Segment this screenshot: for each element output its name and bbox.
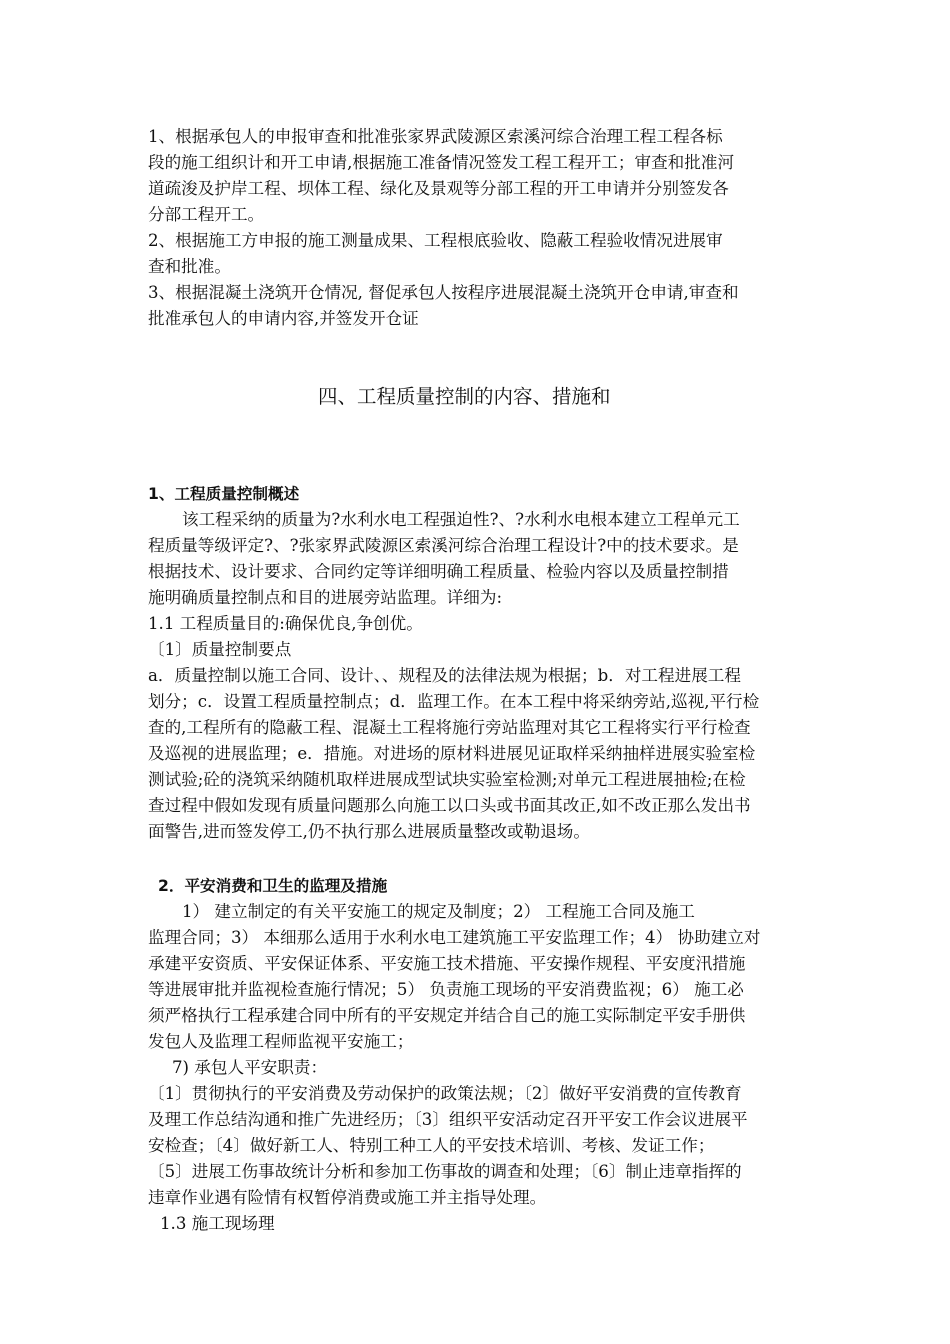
heading-safety: 2．平安消费和卫生的监理及措施 bbox=[158, 877, 388, 895]
text-line: 1.3 施工现场理 bbox=[160, 1214, 275, 1233]
text-line: 承建平安资质、平安保证体系、平安施工技术措施、平安操作规程、平安度汛措施 bbox=[148, 954, 746, 973]
text-line: 及理工作总结沟通和推广先进经历；〔3〕组织平安活动定召开平安工作会议进展平 bbox=[148, 1110, 748, 1129]
text-line: 施明确质量控制点和目的进展旁站监理。详细为: bbox=[148, 588, 503, 607]
text-line: 及巡视的进展监理；e．措施。对进场的原材料进展见证取样采纳抽样进展实验室检 bbox=[148, 744, 756, 763]
text-line: 查的,工程所有的隐蔽工程、混凝土工程将施行旁站监理对其它工程将实行平行检查 bbox=[148, 718, 751, 737]
text-line: 安检查；〔4〕做好新工人、特别工种工人的平安技术培训、考核、发证工作； bbox=[148, 1136, 715, 1155]
text-line: 批准承包人的申请内容,并签发开仓证 bbox=[148, 309, 419, 328]
heading-quality-overview: 1、工程质量控制概述 bbox=[148, 485, 300, 503]
text-line: 2、根据施工方申报的施工测量成果、工程根底验收、隐蔽工程验收情况进展审 bbox=[148, 231, 723, 250]
text-line: 划分；c．设置工程质量控制点；d．监理工作。在本工程中将采纳旁站,巡视,平行检 bbox=[148, 692, 760, 711]
text-line: 发包人及监理工程师监视平安施工； bbox=[148, 1032, 414, 1051]
text-line: 〔5〕进展工伤事故统计分析和参加工伤事故的调查和处理；〔6〕制止违章指挥的 bbox=[148, 1162, 742, 1181]
text-line: 违章作业遇有险情有权暂停消费或施工并主指导处理。 bbox=[148, 1188, 547, 1207]
text-line: 分部工程开工。 bbox=[148, 205, 265, 224]
text-line: 道疏浚及护岸工程、坝体工程、绿化及景观等分部工程的开工申请并分别签发各 bbox=[148, 179, 729, 198]
section-title: 四、工程质量控制的内容、措施和 bbox=[318, 385, 611, 408]
text-line: 程质量等级评定?、?张家界武陵源区索溪河综合治理工程设计?中的技术要求。是 bbox=[148, 536, 739, 555]
text-line: 〔1〕贯彻执行的平安消费及劳动保护的政策法规；〔2〕做好平安消费的宣传教育 bbox=[148, 1084, 742, 1103]
text-line: 1、根据承包人的申报审查和批准张家界武陵源区索溪河综合治理工程工程各标 bbox=[148, 127, 723, 146]
text-line: a．质量控制以施工合同、设计、、规程及的法律法规为根据；b．对工程进展工程 bbox=[148, 666, 741, 685]
text-line: 测试验;砼的浇筑采纳随机取样进展成型试块实验室检测;对单元工程进展抽检;在检 bbox=[148, 770, 746, 789]
text-line: 1.1 工程质量目的:确保优良,争创优。 bbox=[148, 614, 423, 633]
text-line: 面警告,进而签发停工,仍不执行那么进展质量整改或勒退场。 bbox=[148, 822, 590, 841]
text-line: 根据技术、设计要求、合同约定等详细明确工程质量、检验内容以及质量控制措 bbox=[148, 562, 729, 581]
text-line: 须严格执行工程承建合同中所有的平安规定并结合自己的施工实际制定平安手册供 bbox=[148, 1006, 746, 1025]
text-line: 段的施工组织计和开工申请,根据施工准备情况签发工程工程开工；审查和批准河 bbox=[148, 153, 735, 172]
text-line: 该工程采纳的质量为?水利水电工程强迫性?、?水利水电根本建立工程单元工 bbox=[182, 510, 740, 529]
text-line: 7) 承包人平安职责： bbox=[172, 1058, 328, 1077]
text-line: 查和批准。 bbox=[148, 257, 231, 276]
text-line: 等进展审批并监视检查施行情况；5） 负责施工现场的平安消费监视；6） 施工必 bbox=[148, 980, 744, 999]
text-line: 〔1〕质量控制要点 bbox=[148, 640, 292, 659]
text-line: 查过程中假如发现有质量问题那么向施工以口头或书面其改正,如不改正那么发出书 bbox=[148, 796, 751, 815]
text-line: 监理合同；3） 本细那么适用于水利水电工建筑施工平安监理工作；4） 协助建立对 bbox=[148, 928, 761, 947]
text-line: 3、根据混凝土浇筑开仓情况, 督促承包人按程序进展混凝土浇筑开仓申请,审查和 bbox=[148, 283, 739, 302]
text-line: 1） 建立制定的有关平安施工的规定及制度；2） 工程施工合同及施工 bbox=[182, 902, 695, 921]
